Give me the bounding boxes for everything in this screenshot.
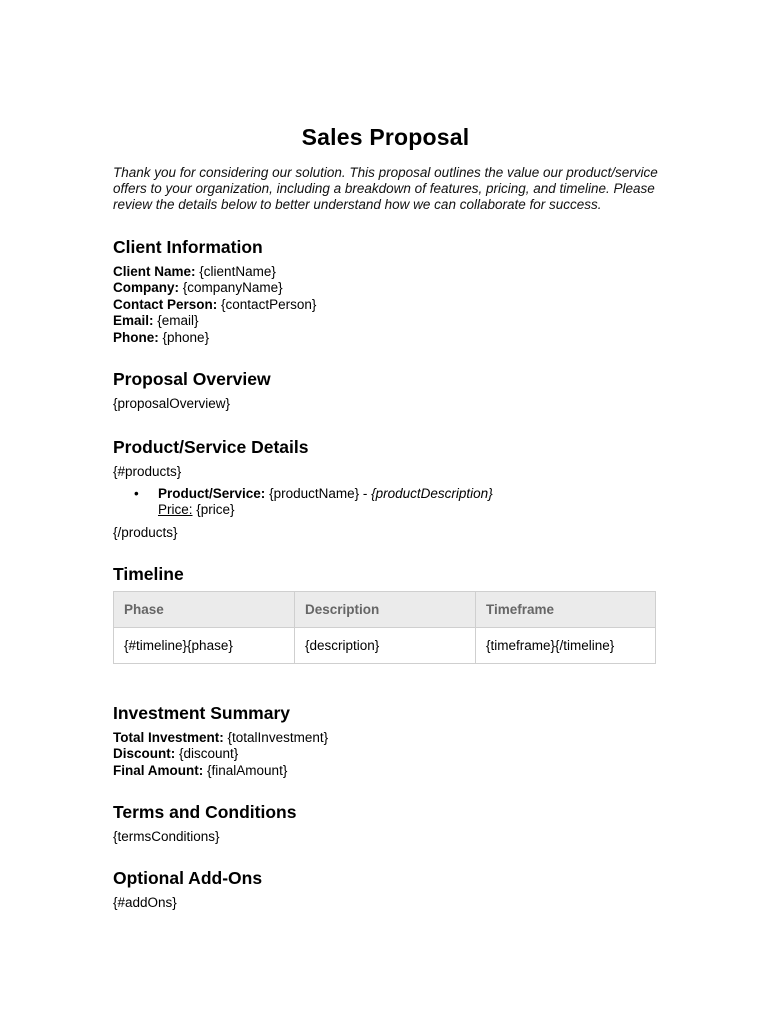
table-cell: {description} xyxy=(295,627,476,663)
price-value: {price} xyxy=(196,502,235,518)
bullet: • xyxy=(134,486,139,502)
client-name-line xyxy=(113,264,658,280)
email-line xyxy=(113,313,658,329)
timeline-heading: Timeline xyxy=(113,563,184,584)
total-investment-line xyxy=(113,730,658,746)
products-open-tag: {#products} xyxy=(113,464,182,480)
products-close-tag: {/products} xyxy=(113,524,178,540)
field-value: {contactPerson} xyxy=(221,296,317,312)
discount-line xyxy=(113,746,658,762)
field-value: {email} xyxy=(157,313,199,329)
table-cell: {timeframe}{/timeline} xyxy=(476,627,656,663)
proposal-overview-section xyxy=(113,368,658,412)
field-value: {discount} xyxy=(179,746,239,762)
client-information-section xyxy=(113,236,658,346)
product-list xyxy=(113,486,658,519)
table-row xyxy=(114,627,656,663)
addons-heading: Optional Add-Ons xyxy=(113,868,263,889)
table-header-row xyxy=(114,591,656,627)
client-information-heading: Client Information xyxy=(113,237,263,257)
addons-text: {#addOns} xyxy=(113,895,177,911)
column-header-description: Description xyxy=(295,591,476,627)
phone-line xyxy=(113,330,658,346)
price-label: Price: xyxy=(158,502,193,518)
client-fields xyxy=(113,264,658,346)
product-separator: - xyxy=(359,486,372,502)
field-label: Phone: xyxy=(113,329,159,345)
field-label: Contact Person: xyxy=(113,296,218,312)
product-details-section xyxy=(113,436,658,541)
terms-heading: Terms and Conditions xyxy=(113,802,297,823)
terms-text: {termsConditions} xyxy=(113,829,220,845)
field-label: Company: xyxy=(113,280,180,296)
field-value: {totalInvestment} xyxy=(227,729,329,745)
terms-section xyxy=(113,801,658,845)
field-value: {phone} xyxy=(162,329,210,345)
investment-summary-heading: Investment Summary xyxy=(113,702,291,723)
timeline-section xyxy=(113,563,658,664)
product-label: Product/Service: xyxy=(158,486,266,502)
list-item xyxy=(134,486,658,519)
product-details-heading: Product/Service Details xyxy=(113,437,309,458)
field-label: Email: xyxy=(113,313,154,329)
product-name: {productName} xyxy=(269,486,360,502)
document-title: Sales Proposal xyxy=(301,124,470,150)
field-value: {companyName} xyxy=(182,280,283,296)
final-amount-line xyxy=(113,763,658,779)
field-label: Discount: xyxy=(113,746,176,762)
company-line xyxy=(113,280,658,296)
field-label: Total Investment: xyxy=(113,729,224,745)
product-description: {productDescription} xyxy=(371,486,493,502)
investment-fields xyxy=(113,730,658,779)
investment-summary-section xyxy=(113,702,658,779)
field-label: Final Amount: xyxy=(113,762,204,778)
contact-person-line xyxy=(113,297,658,313)
addons-section xyxy=(113,867,658,911)
proposal-overview-text: {proposalOverview} xyxy=(113,396,231,412)
intro-paragraph: Thank you for considering our solution. This proposal outlines the value our product/service offers to your organization, including a breakdown of features, pricing, and timeline. Please review the details below to better understand how we can collaborate for success. xyxy=(113,165,658,212)
proposal-overview-heading: Proposal Overview xyxy=(113,369,271,390)
field-label: Client Name: xyxy=(113,264,196,279)
timeline-table xyxy=(113,591,656,664)
table-cell: {#timeline}{phase} xyxy=(114,627,295,663)
field-value: {clientName} xyxy=(199,264,276,279)
field-value: {finalAmount} xyxy=(207,762,288,778)
column-header-phase: Phase xyxy=(114,591,295,627)
column-header-timeframe: Timeframe xyxy=(476,591,656,627)
document-page xyxy=(113,121,658,911)
